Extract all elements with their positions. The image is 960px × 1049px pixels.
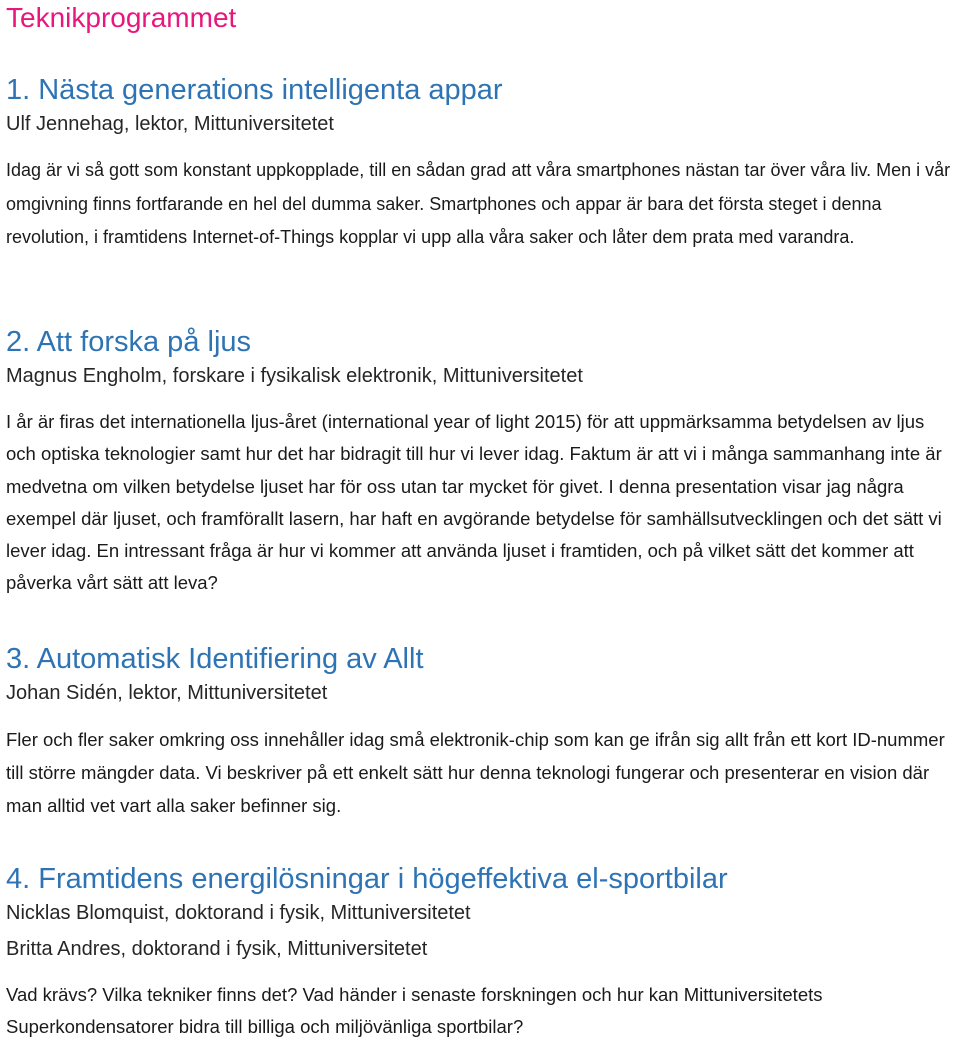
speaker-line: Magnus Engholm, forskare i fysikalisk elektronik, Mittuniversitetet [6,365,583,387]
section-heading: 2. Att forska på ljus [6,326,252,358]
section-body: Idag är vi så gott som konstant uppkopplade, till en sådan grad att våra smartphones nästan tar över våra liv. Men i vår omgivning finns fortfarande en hel del dumma saker. Smartphones och appar är bara det första steget i denna revolution, i framtidens Internet-of-Things kopplar vi upp alla våra saker och låter dem prata med varandra. [6,160,951,247]
speaker-line: Britta Andres, doktorand i fysik, Mittuniversitetet [6,938,428,960]
section-body: Vad krävs? Vilka tekniker finns det? Vad händer i senaste forskningen och hur kan Mittuniversitetets Superkondensatorer bidra till billiga och miljövänliga sportbilar? [6,984,823,1037]
document-title: Teknikprogrammet [6,2,237,33]
speaker-line: Ulf Jennehag, lektor, Mittuniversitetet [6,113,334,135]
speaker-line: Nicklas Blomquist, doktorand i fysik, Mittuniversitetet [6,902,471,924]
section-1 [6,72,956,255]
section-body: Fler och fler saker omkring oss innehåller idag små elektronik-chip som kan ge ifrån sig allt från ett kort ID-nummer till större mängder data. Vi beskriver på ett enkelt sätt hur denna teknologi fungerar och presenterar en vision där man alltid vet vart alla saker befinner sig. [6,729,945,816]
section-heading: 3. Automatisk Identifiering av Allt [6,643,424,675]
section-body: I år är firas det internationella ljus-året (international year of light 2015) för att uppmärksamma betydelsen av ljus och optiska teknologier samt hur det har bidragit till hur vi lever idag. Faktum är att vi i många sammanhang inte är medvetna om vilken betydelse ljuset har för oss utan tar mycket för givet. I denna presentation visar jag några exempel där ljuset, och framförallt lasern, har haft en avgörande betydelse för samhällsutvecklingen och det sätt vi lever idag. En intressant fråga är hur vi kommer att använda ljuset i framtiden, och på vilket sätt det kommer att påverka vårt sätt att leva? [6,411,942,594]
speaker-line: Johan Sidén, lektor, Mittuniversitetet [6,682,328,704]
section-heading: 4. Framtidens energilösningar i högeffektiva el-sportbilar [6,863,728,895]
section-2 [6,324,956,600]
section-4 [6,861,956,1043]
section-heading: 1. Nästa generations intelligenta appar [6,74,503,106]
section-3 [6,641,956,822]
